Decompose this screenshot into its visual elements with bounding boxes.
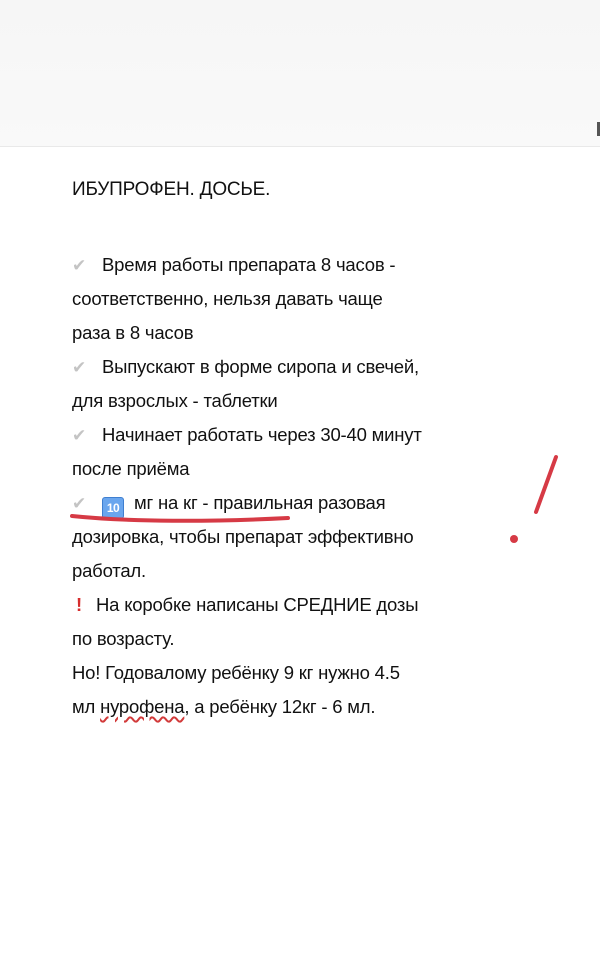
spellcheck-underlined-word: нурофена: [100, 696, 185, 717]
checkmark-icon: ✔: [72, 494, 87, 514]
post-line: ✔ Выпускают в форме сиропа и свечей,: [72, 350, 492, 384]
post-line: после приёма: [72, 458, 190, 479]
checkmark-icon: ✔: [72, 256, 87, 276]
post-line: ✔ Время работы препарата 8 часов -: [72, 248, 492, 282]
post-line: ✔ 10 мг на кг - правильная разовая: [72, 486, 492, 520]
checkmark-icon: ✔: [72, 426, 87, 446]
checkmark-icon: ✔: [72, 358, 87, 378]
post-content: [72, 176, 492, 724]
keycap-ten-icon: 10: [102, 497, 124, 519]
red-exclamation-stroke: [536, 457, 556, 512]
post-line: мл нурофена, а ребёнку 12кг - 6 мл.: [72, 696, 376, 717]
post-line: по возрасту.: [72, 628, 175, 649]
post-line: раза в 8 часов: [72, 322, 194, 343]
post-line: соответственно, нельзя давать чаще: [72, 288, 383, 309]
top-bar: [0, 0, 600, 147]
post-line: Но! Годовалому ребёнку 9 кг нужно 4.5: [72, 662, 400, 683]
post-title: ИБУПРОФЕН. ДОСЬЕ.: [72, 179, 271, 200]
red-exclamation-dot: [510, 535, 518, 543]
post-line: работал.: [72, 560, 146, 581]
post-line: ! На коробке написаны СРЕДНИЕ дозы: [72, 588, 492, 622]
red-exclamation-icon: !: [76, 594, 82, 615]
post-line: дозировка, чтобы препарат эффективно: [72, 526, 414, 547]
post-line: ✔ Начинает работать через 30-40 минут: [72, 418, 492, 452]
post-line: для взрослых - таблетки: [72, 390, 278, 411]
